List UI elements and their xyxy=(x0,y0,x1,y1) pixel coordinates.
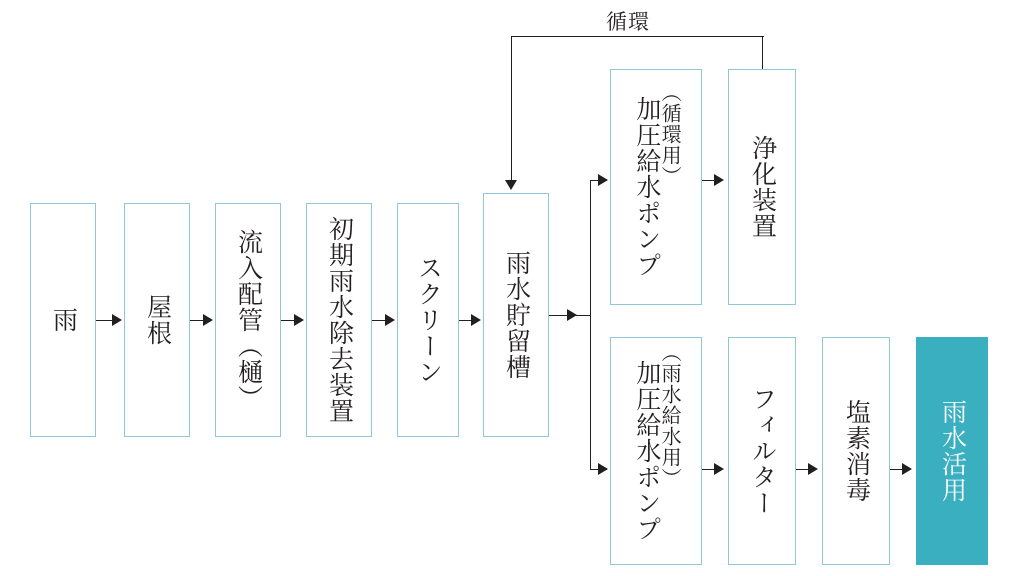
node-purifier-label: 浄化装置 xyxy=(748,135,777,239)
arrow-pipe-to-firstflush-head xyxy=(294,314,304,326)
node-first-flush xyxy=(306,203,372,437)
node-storage-label: 雨水貯留槽 xyxy=(502,250,531,380)
node-roof xyxy=(124,203,190,437)
node-pump-supply-label: 加圧給水ポンプ xyxy=(632,360,661,542)
loop-riser-from-purifier xyxy=(762,36,763,69)
node-first-flush-label: 初期雨水除去装置 xyxy=(325,216,354,424)
node-pump-circulation-note: （循環用） xyxy=(658,82,681,187)
node-inlet-pipe-label: 流入配管（樋） xyxy=(234,229,263,411)
node-filter-label: フィルター xyxy=(748,386,777,516)
node-chlorine xyxy=(822,337,890,565)
node-inlet-pipe xyxy=(215,203,281,437)
node-screen-label: スクリーン xyxy=(414,255,443,385)
node-rainwater-usage xyxy=(916,337,988,565)
arrow-rain-to-roof-head xyxy=(112,314,122,326)
node-pump-circulation-label: 加圧給水ポンプ xyxy=(632,96,661,278)
branch-split-line xyxy=(590,180,591,470)
node-purifier xyxy=(728,69,796,305)
node-rain xyxy=(30,203,96,437)
node-storage xyxy=(483,193,549,437)
node-rain-label: 雨 xyxy=(49,307,78,333)
node-pump-supply xyxy=(610,337,702,565)
node-chlorine-label: 塩素消毒 xyxy=(842,399,871,503)
arrow-pumpsupply-to-filter-head xyxy=(714,463,724,475)
arrow-to-pump-supply-head xyxy=(598,463,608,475)
loop-downcomer-to-storage xyxy=(511,36,512,186)
node-screen xyxy=(397,203,459,437)
arrow-storage-out-head xyxy=(567,309,577,321)
node-roof-label: 屋根 xyxy=(143,294,172,346)
node-pump-circulation xyxy=(610,69,702,305)
node-filter xyxy=(728,337,796,565)
arrow-to-pump-circulation-head xyxy=(598,174,608,186)
arrow-screen-to-storage-head xyxy=(471,314,481,326)
arrow-roof-to-pipe-head xyxy=(203,314,213,326)
loop-label-circulation: 循環 xyxy=(606,11,650,34)
loop-arrow-head-storage xyxy=(505,180,517,190)
node-pump-supply-note: （雨水給水用） xyxy=(658,342,681,489)
arrow-firstflush-to-screen-head xyxy=(385,314,395,326)
arrow-pumpcirc-to-purifier-head xyxy=(714,174,724,186)
loop-top-line xyxy=(511,36,764,37)
arrow-chlorine-to-usage-head xyxy=(902,463,912,475)
node-rainwater-usage-label: 雨水活用 xyxy=(938,399,967,503)
arrow-filter-to-chlorine-head xyxy=(808,463,818,475)
